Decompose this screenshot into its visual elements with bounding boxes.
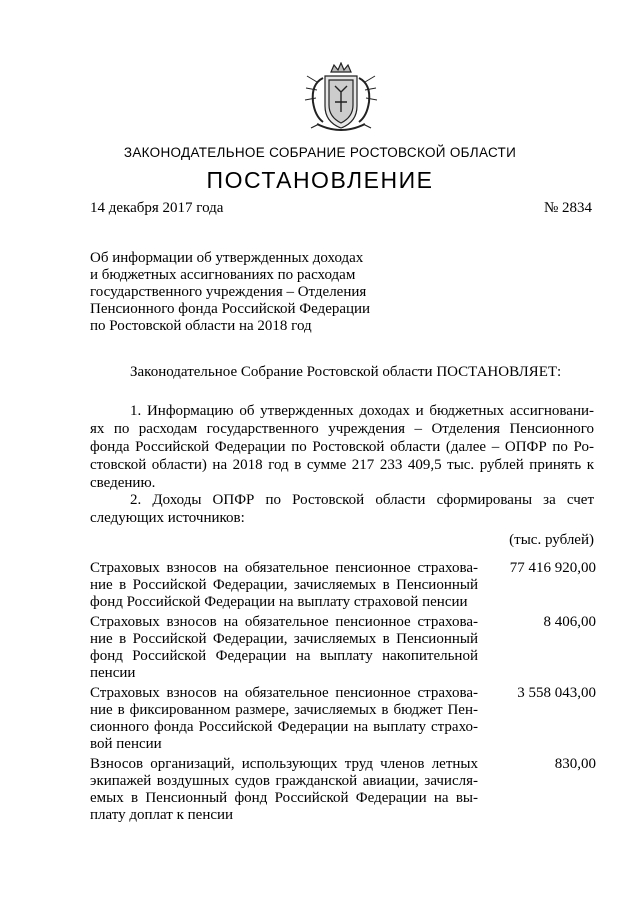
subject-line: Об информации об утвержденных доходах (90, 250, 364, 266)
income-amount: 3 558 043,00 (517, 685, 596, 701)
income-line: вой пенсии (90, 736, 162, 752)
coat-of-arms-icon (303, 62, 379, 136)
subject-line: Пенсионного фонда Российской Федерации (90, 301, 371, 317)
income-line: Страховых взносов на обязательное пенсионное страхова- (90, 614, 478, 630)
income-amount: 830,00 (554, 756, 596, 772)
income-amount: 8 406,00 (543, 614, 596, 630)
assembly-name: ЗАКОНОДАТЕЛЬНОЕ СОБРАНИЕ РОСТОВСКОЙ ОБЛАСТИ (123, 145, 517, 160)
paragraph-line: 2. Доходы ОПФР по Ростовской области сформированы за счет (130, 492, 594, 508)
income-line: ние в фиксированном размере, зачисляемых в бюджет Пен- (90, 702, 478, 718)
income-line: плату доплат к пенсии (90, 807, 234, 823)
decree-statement: Законодательное Собрание Ростовской области ПОСТАНОВЛЯЕТ: (130, 364, 562, 380)
income-line: сионного фонда Российской Федерации на выплату страхо- (90, 719, 478, 735)
income-line: ние в Российской Федерации, зачисляемых в Пенсионный (90, 631, 478, 647)
income-line: фонд Российской Федерации на выплату накопительной (90, 648, 478, 664)
paragraph-line: сведению. (90, 475, 156, 491)
paragraph-line: следующих источников: (90, 510, 245, 526)
income-line: Взносов организаций, использующих труд членов летных (90, 756, 478, 772)
paragraph-line: ях по расходам государственного учреждения – Отделения Пенсионного (90, 421, 594, 437)
paragraph-line: стовской области) на 2018 год в сумме 217 233 409,5 тыс. рублей принять к (90, 457, 594, 473)
income-line: Страховых взносов на обязательное пенсионное страхова- (90, 560, 478, 576)
subject-line: по Ростовской области на 2018 год (90, 318, 312, 334)
income-row (90, 685, 596, 753)
document-number: № 2834 (543, 200, 592, 216)
paragraph-line: 1. Информацию об утвержденных доходах и бюджетных ассигновани- (130, 403, 594, 419)
income-line: ние в Российской Федерации, зачисляемых в Пенсионный (90, 577, 478, 593)
subject-line: государственного учреждения – Отделения (90, 284, 367, 300)
income-line: емых в Пенсионный фонд Российской Федерации на вы- (90, 790, 478, 806)
paragraph-line: фонда Российской Федерации по Ростовской области (далее – ОПФР по Ро- (90, 439, 594, 455)
income-description (90, 560, 478, 611)
income-row (90, 756, 596, 824)
document-date: 14 декабря 2017 года (90, 200, 224, 216)
document-type-title: ПОСТАНОВЛЕНИЕ (206, 167, 434, 193)
income-row (90, 614, 596, 682)
paragraph-1 (90, 402, 594, 492)
income-line: Страховых взносов на обязательное пенсионное страхова- (90, 685, 478, 701)
income-row (90, 560, 596, 611)
income-line: экипажей воздушных судов гражданской авиации, зачисля- (90, 773, 478, 789)
income-amount: 77 416 920,00 (509, 560, 596, 576)
paragraph-2 (90, 491, 594, 527)
income-description (90, 685, 478, 753)
document-subject (90, 250, 374, 335)
subject-line: и бюджетных ассигнованиях по расходам (90, 267, 356, 283)
income-line: фонд Российской Федерации на выплату страховой пенсии (90, 594, 468, 610)
unit-label: (тыс. рублей) (509, 532, 594, 548)
income-description (90, 614, 478, 682)
income-line: пенсии (90, 665, 136, 681)
income-description (90, 756, 478, 824)
